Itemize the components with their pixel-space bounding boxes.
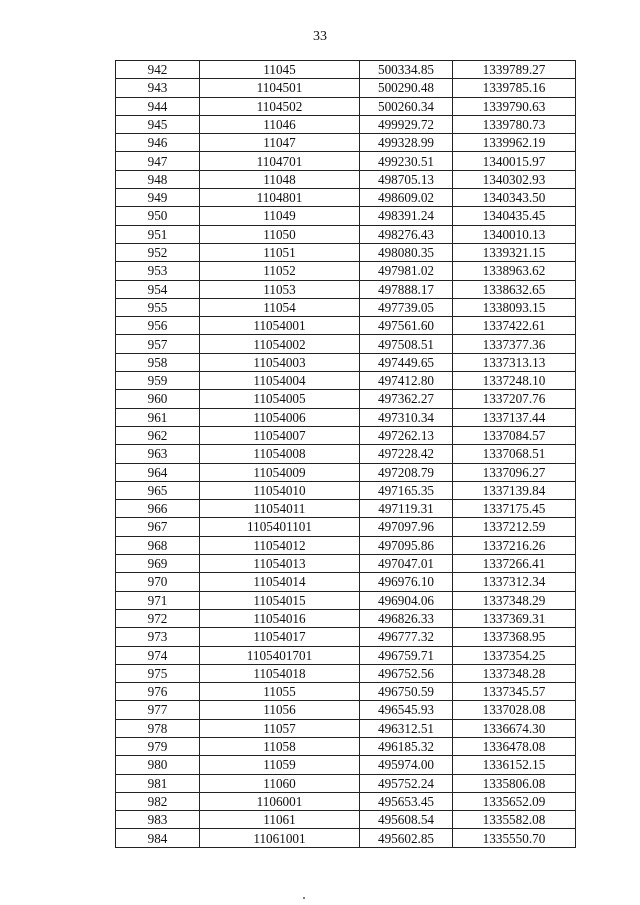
table-row bbox=[116, 225, 576, 243]
x-coordinate-cell: 497047.01 bbox=[360, 555, 453, 573]
point-id-cell: 11053 bbox=[200, 280, 360, 298]
row-number-cell: 963 bbox=[116, 445, 200, 463]
point-id-cell: 11051 bbox=[200, 243, 360, 261]
y-coordinate-cell: 1340302.93 bbox=[453, 170, 576, 188]
table-row bbox=[116, 280, 576, 298]
point-id-cell: 11061001 bbox=[200, 829, 360, 847]
row-number-cell: 946 bbox=[116, 134, 200, 152]
x-coordinate-cell: 500290.48 bbox=[360, 79, 453, 97]
y-coordinate-cell: 1338093.15 bbox=[453, 298, 576, 316]
table-row bbox=[116, 518, 576, 536]
x-coordinate-cell: 497095.86 bbox=[360, 536, 453, 554]
row-number-cell: 982 bbox=[116, 792, 200, 810]
x-coordinate-cell: 497310.34 bbox=[360, 408, 453, 426]
row-number-cell: 951 bbox=[116, 225, 200, 243]
y-coordinate-cell: 1337348.29 bbox=[453, 591, 576, 609]
table-row bbox=[116, 701, 576, 719]
table-row bbox=[116, 243, 576, 261]
y-coordinate-cell: 1337139.84 bbox=[453, 481, 576, 499]
x-coordinate-cell: 498391.24 bbox=[360, 207, 453, 225]
table-row bbox=[116, 792, 576, 810]
x-coordinate-cell: 496545.93 bbox=[360, 701, 453, 719]
x-coordinate-cell: 497561.60 bbox=[360, 317, 453, 335]
x-coordinate-cell: 496904.06 bbox=[360, 591, 453, 609]
table-row bbox=[116, 683, 576, 701]
row-number-cell: 972 bbox=[116, 609, 200, 627]
point-id-cell: 11054003 bbox=[200, 353, 360, 371]
y-coordinate-cell: 1337422.61 bbox=[453, 317, 576, 335]
y-coordinate-cell: 1337028.08 bbox=[453, 701, 576, 719]
x-coordinate-cell: 497362.27 bbox=[360, 390, 453, 408]
y-coordinate-cell: 1340343.50 bbox=[453, 189, 576, 207]
point-id-cell: 1104502 bbox=[200, 97, 360, 115]
y-coordinate-cell: 1339789.27 bbox=[453, 61, 576, 79]
point-id-cell: 11054014 bbox=[200, 573, 360, 591]
row-number-cell: 961 bbox=[116, 408, 200, 426]
y-coordinate-cell: 1337377.36 bbox=[453, 335, 576, 353]
point-id-cell: 11048 bbox=[200, 170, 360, 188]
point-id-cell: 1104701 bbox=[200, 152, 360, 170]
row-number-cell: 957 bbox=[116, 335, 200, 353]
x-coordinate-cell: 496826.33 bbox=[360, 609, 453, 627]
point-id-cell: 11060 bbox=[200, 774, 360, 792]
row-number-cell: 942 bbox=[116, 61, 200, 79]
row-number-cell: 949 bbox=[116, 189, 200, 207]
x-coordinate-cell: 499230.51 bbox=[360, 152, 453, 170]
page-number: 33 bbox=[313, 29, 327, 44]
table-row bbox=[116, 591, 576, 609]
point-id-cell: 11058 bbox=[200, 737, 360, 755]
row-number-cell: 953 bbox=[116, 262, 200, 280]
y-coordinate-cell: 1339321.15 bbox=[453, 243, 576, 261]
x-coordinate-cell: 497097.96 bbox=[360, 518, 453, 536]
y-coordinate-cell: 1335806.08 bbox=[453, 774, 576, 792]
y-coordinate-cell: 1337348.28 bbox=[453, 664, 576, 682]
table-row bbox=[116, 317, 576, 335]
row-number-cell: 968 bbox=[116, 536, 200, 554]
point-id-cell: 11054001 bbox=[200, 317, 360, 335]
y-coordinate-cell: 1336152.15 bbox=[453, 756, 576, 774]
point-id-cell: 11061 bbox=[200, 811, 360, 829]
table-row bbox=[116, 628, 576, 646]
y-coordinate-cell: 1337068.51 bbox=[453, 445, 576, 463]
x-coordinate-cell: 498276.43 bbox=[360, 225, 453, 243]
row-number-cell: 971 bbox=[116, 591, 200, 609]
x-coordinate-cell: 500334.85 bbox=[360, 61, 453, 79]
y-coordinate-cell: 1340015.97 bbox=[453, 152, 576, 170]
row-number-cell: 975 bbox=[116, 664, 200, 682]
table-row bbox=[116, 774, 576, 792]
row-number-cell: 965 bbox=[116, 481, 200, 499]
table-row bbox=[116, 115, 576, 133]
x-coordinate-cell: 495974.00 bbox=[360, 756, 453, 774]
x-coordinate-cell: 495608.54 bbox=[360, 811, 453, 829]
y-coordinate-cell: 1337248.10 bbox=[453, 372, 576, 390]
point-id-cell: 1104801 bbox=[200, 189, 360, 207]
y-coordinate-cell: 1339785.16 bbox=[453, 79, 576, 97]
table-row bbox=[116, 207, 576, 225]
row-number-cell: 956 bbox=[116, 317, 200, 335]
table-row bbox=[116, 737, 576, 755]
x-coordinate-cell: 499929.72 bbox=[360, 115, 453, 133]
table-row bbox=[116, 262, 576, 280]
table-row bbox=[116, 664, 576, 682]
table-row bbox=[116, 445, 576, 463]
row-number-cell: 984 bbox=[116, 829, 200, 847]
x-coordinate-cell: 496752.56 bbox=[360, 664, 453, 682]
point-id-cell: 1105401101 bbox=[200, 518, 360, 536]
table-row bbox=[116, 500, 576, 518]
x-coordinate-cell: 496312.51 bbox=[360, 719, 453, 737]
row-number-cell: 955 bbox=[116, 298, 200, 316]
y-coordinate-cell: 1336674.30 bbox=[453, 719, 576, 737]
table-row bbox=[116, 335, 576, 353]
x-coordinate-cell: 496976.10 bbox=[360, 573, 453, 591]
scan-speck bbox=[303, 897, 305, 899]
x-coordinate-cell: 497228.42 bbox=[360, 445, 453, 463]
point-id-cell: 1106001 bbox=[200, 792, 360, 810]
table-row bbox=[116, 609, 576, 627]
x-coordinate-cell: 497508.51 bbox=[360, 335, 453, 353]
y-coordinate-cell: 1340010.13 bbox=[453, 225, 576, 243]
table-row bbox=[116, 555, 576, 573]
row-number-cell: 976 bbox=[116, 683, 200, 701]
table-row bbox=[116, 298, 576, 316]
table-row bbox=[116, 61, 576, 79]
x-coordinate-cell: 498705.13 bbox=[360, 170, 453, 188]
point-id-cell: 11054 bbox=[200, 298, 360, 316]
coordinates-table-body bbox=[116, 61, 576, 848]
table-row bbox=[116, 573, 576, 591]
point-id-cell: 11054005 bbox=[200, 390, 360, 408]
row-number-cell: 967 bbox=[116, 518, 200, 536]
point-id-cell: 11054006 bbox=[200, 408, 360, 426]
row-number-cell: 954 bbox=[116, 280, 200, 298]
row-number-cell: 979 bbox=[116, 737, 200, 755]
row-number-cell: 959 bbox=[116, 372, 200, 390]
table-row bbox=[116, 170, 576, 188]
point-id-cell: 11046 bbox=[200, 115, 360, 133]
point-id-cell: 11045 bbox=[200, 61, 360, 79]
point-id-cell: 11054002 bbox=[200, 335, 360, 353]
y-coordinate-cell: 1337354.25 bbox=[453, 646, 576, 664]
y-coordinate-cell: 1339962.19 bbox=[453, 134, 576, 152]
x-coordinate-cell: 497981.02 bbox=[360, 262, 453, 280]
point-id-cell: 11047 bbox=[200, 134, 360, 152]
row-number-cell: 958 bbox=[116, 353, 200, 371]
y-coordinate-cell: 1337084.57 bbox=[453, 426, 576, 444]
y-coordinate-cell: 1336478.08 bbox=[453, 737, 576, 755]
y-coordinate-cell: 1339790.63 bbox=[453, 97, 576, 115]
point-id-cell: 11054015 bbox=[200, 591, 360, 609]
x-coordinate-cell: 496759.71 bbox=[360, 646, 453, 664]
x-coordinate-cell: 497412.80 bbox=[360, 372, 453, 390]
y-coordinate-cell: 1337368.95 bbox=[453, 628, 576, 646]
table-row bbox=[116, 97, 576, 115]
table-row bbox=[116, 152, 576, 170]
y-coordinate-cell: 1337137.44 bbox=[453, 408, 576, 426]
row-number-cell: 978 bbox=[116, 719, 200, 737]
y-coordinate-cell: 1337312.34 bbox=[453, 573, 576, 591]
table-row bbox=[116, 829, 576, 847]
row-number-cell: 960 bbox=[116, 390, 200, 408]
point-id-cell: 11054008 bbox=[200, 445, 360, 463]
table-row bbox=[116, 481, 576, 499]
table-row bbox=[116, 408, 576, 426]
point-id-cell: 11056 bbox=[200, 701, 360, 719]
coordinates-table bbox=[115, 60, 576, 848]
y-coordinate-cell: 1335550.70 bbox=[453, 829, 576, 847]
point-id-cell: 11055 bbox=[200, 683, 360, 701]
table-row bbox=[116, 353, 576, 371]
y-coordinate-cell: 1340435.45 bbox=[453, 207, 576, 225]
point-id-cell: 11054017 bbox=[200, 628, 360, 646]
row-number-cell: 943 bbox=[116, 79, 200, 97]
point-id-cell: 1104501 bbox=[200, 79, 360, 97]
point-id-cell: 11054018 bbox=[200, 664, 360, 682]
y-coordinate-cell: 1337313.13 bbox=[453, 353, 576, 371]
point-id-cell: 11049 bbox=[200, 207, 360, 225]
row-number-cell: 973 bbox=[116, 628, 200, 646]
row-number-cell: 970 bbox=[116, 573, 200, 591]
point-id-cell: 11054012 bbox=[200, 536, 360, 554]
point-id-cell: 11054013 bbox=[200, 555, 360, 573]
y-coordinate-cell: 1337216.26 bbox=[453, 536, 576, 554]
y-coordinate-cell: 1337096.27 bbox=[453, 463, 576, 481]
point-id-cell: 11054004 bbox=[200, 372, 360, 390]
x-coordinate-cell: 497888.17 bbox=[360, 280, 453, 298]
point-id-cell: 11054016 bbox=[200, 609, 360, 627]
y-coordinate-cell: 1335652.09 bbox=[453, 792, 576, 810]
table-row bbox=[116, 189, 576, 207]
point-id-cell: 11052 bbox=[200, 262, 360, 280]
y-coordinate-cell: 1338632.65 bbox=[453, 280, 576, 298]
x-coordinate-cell: 497262.13 bbox=[360, 426, 453, 444]
table-row bbox=[116, 646, 576, 664]
row-number-cell: 948 bbox=[116, 170, 200, 188]
x-coordinate-cell: 496777.32 bbox=[360, 628, 453, 646]
table-row bbox=[116, 372, 576, 390]
table-row bbox=[116, 390, 576, 408]
table-row bbox=[116, 79, 576, 97]
row-number-cell: 950 bbox=[116, 207, 200, 225]
x-coordinate-cell: 497165.35 bbox=[360, 481, 453, 499]
point-id-cell: 11054009 bbox=[200, 463, 360, 481]
table-row bbox=[116, 134, 576, 152]
row-number-cell: 947 bbox=[116, 152, 200, 170]
table-row bbox=[116, 463, 576, 481]
y-coordinate-cell: 1339780.73 bbox=[453, 115, 576, 133]
x-coordinate-cell: 500260.34 bbox=[360, 97, 453, 115]
x-coordinate-cell: 497208.79 bbox=[360, 463, 453, 481]
y-coordinate-cell: 1338963.62 bbox=[453, 262, 576, 280]
y-coordinate-cell: 1337212.59 bbox=[453, 518, 576, 536]
x-coordinate-cell: 497449.65 bbox=[360, 353, 453, 371]
row-number-cell: 983 bbox=[116, 811, 200, 829]
row-number-cell: 980 bbox=[116, 756, 200, 774]
row-number-cell: 966 bbox=[116, 500, 200, 518]
x-coordinate-cell: 495653.45 bbox=[360, 792, 453, 810]
y-coordinate-cell: 1337266.41 bbox=[453, 555, 576, 573]
row-number-cell: 944 bbox=[116, 97, 200, 115]
y-coordinate-cell: 1335582.08 bbox=[453, 811, 576, 829]
row-number-cell: 952 bbox=[116, 243, 200, 261]
y-coordinate-cell: 1337207.76 bbox=[453, 390, 576, 408]
row-number-cell: 945 bbox=[116, 115, 200, 133]
point-id-cell: 11059 bbox=[200, 756, 360, 774]
x-coordinate-cell: 495752.24 bbox=[360, 774, 453, 792]
table-row bbox=[116, 426, 576, 444]
row-number-cell: 964 bbox=[116, 463, 200, 481]
point-id-cell: 11054011 bbox=[200, 500, 360, 518]
table-row bbox=[116, 811, 576, 829]
y-coordinate-cell: 1337369.31 bbox=[453, 609, 576, 627]
table-row bbox=[116, 536, 576, 554]
row-number-cell: 981 bbox=[116, 774, 200, 792]
row-number-cell: 969 bbox=[116, 555, 200, 573]
row-number-cell: 974 bbox=[116, 646, 200, 664]
x-coordinate-cell: 495602.85 bbox=[360, 829, 453, 847]
table-row bbox=[116, 756, 576, 774]
point-id-cell: 11050 bbox=[200, 225, 360, 243]
x-coordinate-cell: 499328.99 bbox=[360, 134, 453, 152]
x-coordinate-cell: 496185.32 bbox=[360, 737, 453, 755]
x-coordinate-cell: 498080.35 bbox=[360, 243, 453, 261]
x-coordinate-cell: 497739.05 bbox=[360, 298, 453, 316]
table-row bbox=[116, 719, 576, 737]
x-coordinate-cell: 497119.31 bbox=[360, 500, 453, 518]
y-coordinate-cell: 1337175.45 bbox=[453, 500, 576, 518]
row-number-cell: 977 bbox=[116, 701, 200, 719]
x-coordinate-cell: 496750.59 bbox=[360, 683, 453, 701]
y-coordinate-cell: 1337345.57 bbox=[453, 683, 576, 701]
point-id-cell: 11054010 bbox=[200, 481, 360, 499]
row-number-cell: 962 bbox=[116, 426, 200, 444]
x-coordinate-cell: 498609.02 bbox=[360, 189, 453, 207]
point-id-cell: 11057 bbox=[200, 719, 360, 737]
point-id-cell: 1105401701 bbox=[200, 646, 360, 664]
point-id-cell: 11054007 bbox=[200, 426, 360, 444]
